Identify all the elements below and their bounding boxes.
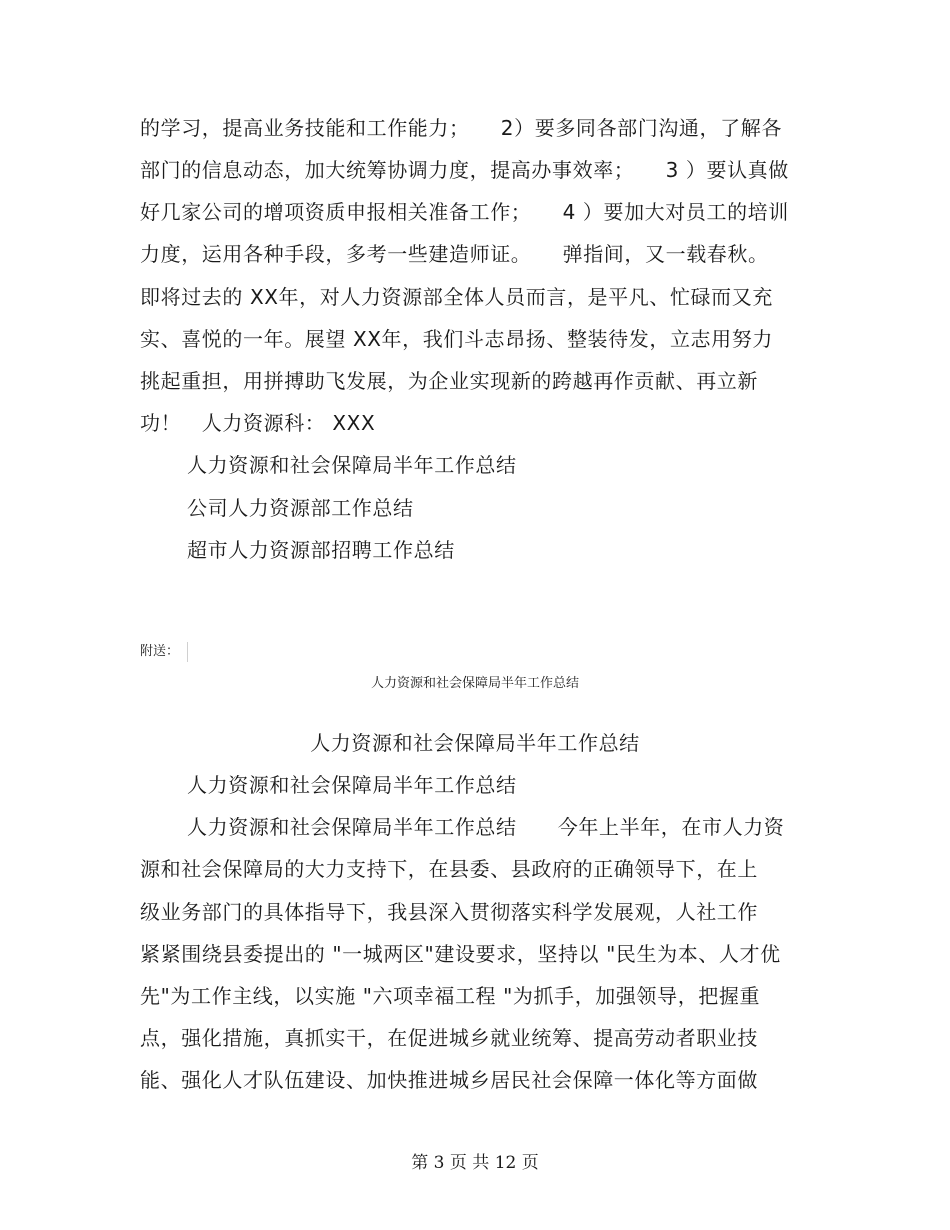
article-body-line: 人力资源和社会保障局半年工作总结 今年上半年，在市人力资	[187, 815, 785, 839]
page-number: 第 3 页 共 12 页	[411, 1153, 539, 1173]
article-body-line: 源和社会保障局的大力支持下，在县委、县政府的正确领导下，在上	[140, 857, 758, 881]
article-title: 人力资源和社会保障局半年工作总结	[310, 731, 640, 755]
body-text-line: 的学习，提高业务技能和工作能力； 2）要多同各部门沟通，了解各	[140, 116, 782, 140]
article-body-line: 能、强化人才队伍建设、加快推进城乡居民社会保障一体化等方面做	[140, 1068, 758, 1092]
article-body-line: 先"为工作主线，以实施 "六项幸福工程 "为抓手，加强领导，把握重	[140, 984, 761, 1008]
article-subtitle: 人力资源和社会保障局半年工作总结	[187, 773, 517, 797]
article-body-line: 级业务部门的具体指导下，我县深入贯彻落实科学发展观，人社工作	[140, 900, 758, 924]
article-body-line: 紧紧围绕县委提出的 "一城两区"建设要求，坚持以 "民生为本、人才优	[140, 942, 781, 966]
related-title: 人力资源和社会保障局半年工作总结	[187, 453, 517, 477]
body-text-line: 力度，运用各种手段，多考一些建造师证。 弹指间，又一载春秋。	[140, 242, 769, 266]
related-title: 公司人力资源部工作总结	[187, 496, 414, 520]
body-text-line: 实、喜悦的一年。展望 XX年，我们斗志昂扬、整装待发，立志用努力	[140, 327, 773, 351]
body-text-line: 挑起重担，用拼搏助飞发展，为企业实现新的跨越再作贡献、再立新	[140, 369, 758, 393]
body-text-line: 部门的信息动态，加大统筹协调力度，提高办事效率； 3 ）要认真做	[140, 158, 789, 182]
body-text-line: 功！ 人力资源科： XXX	[140, 411, 376, 435]
attachment-small-title: 人力资源和社会保障局半年工作总结	[370, 676, 579, 691]
attachment-label: 附送：	[140, 644, 180, 659]
body-text-line: 即将过去的 XX年，对人力资源部全体人员而言，是平凡、忙碌而又充	[140, 285, 773, 309]
article-body-line: 点，强化措施，真抓实干，在促进城乡就业统筹、提高劳动者职业技	[140, 1026, 758, 1050]
body-text-line: 好几家公司的增项资质申报相关准备工作； 4 ）要加大对员工的培训	[140, 200, 789, 224]
related-title: 超市人力资源部招聘工作总结	[187, 538, 455, 562]
attachment-divider	[187, 642, 188, 662]
